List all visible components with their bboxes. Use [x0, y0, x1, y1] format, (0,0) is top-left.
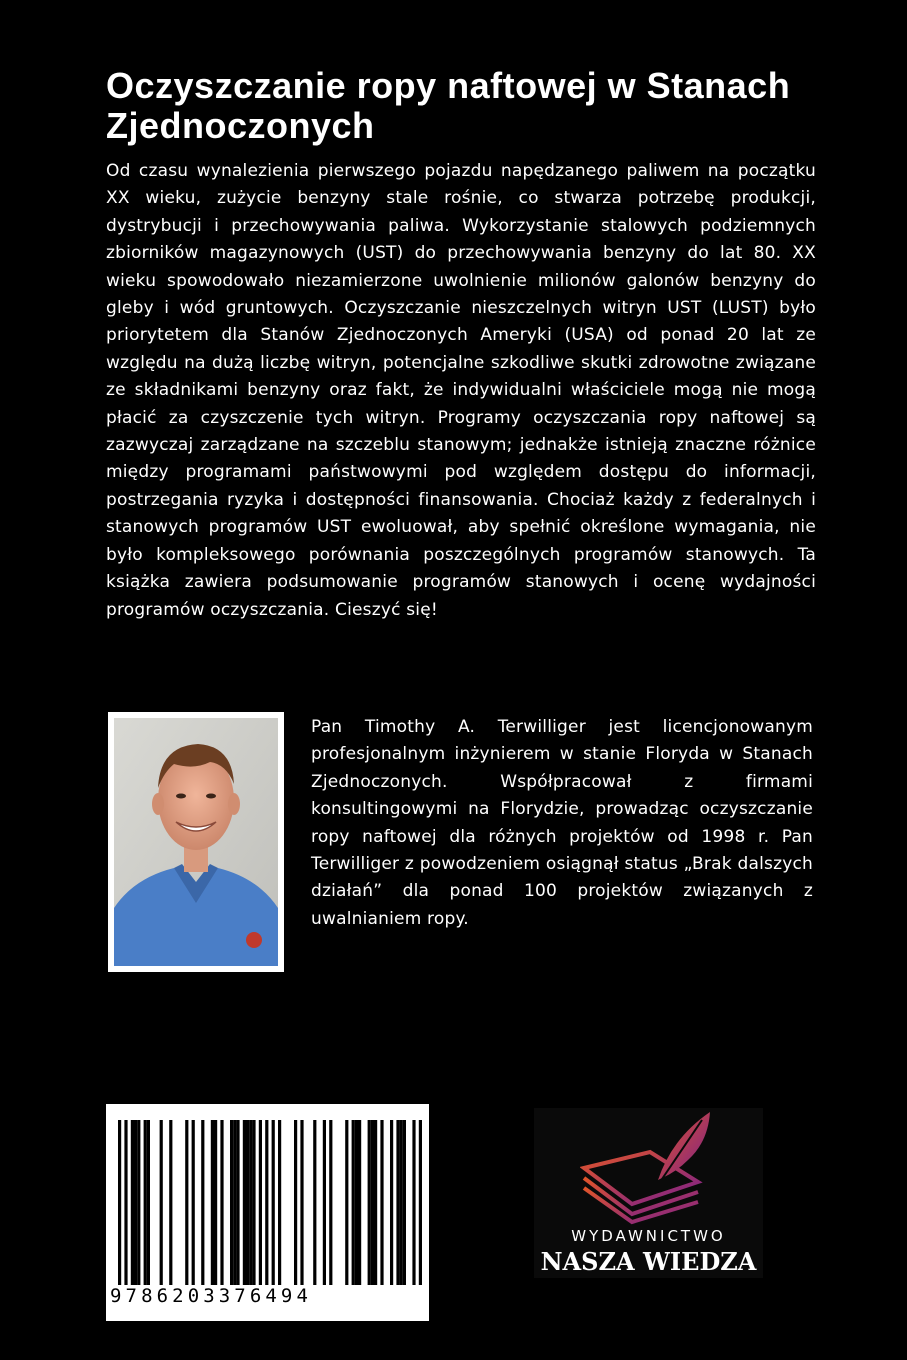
- book-quill-icon: [580, 1108, 720, 1226]
- barcode-bar: [214, 1120, 217, 1290]
- barcode-bar: [380, 1120, 383, 1290]
- barcode-bar: [390, 1120, 393, 1290]
- barcode-bar: [419, 1120, 422, 1298]
- publisher-name-bottom: NASZA WIEDZA: [540, 1247, 757, 1276]
- barcode-bar: [236, 1120, 239, 1290]
- barcode-bar: [368, 1120, 371, 1290]
- barcode-bar: [278, 1120, 281, 1290]
- book-title: Oczyszczanie ropy naftowej w Stanach Zjednoczonych: [106, 65, 791, 146]
- barcode-bar: [118, 1120, 121, 1298]
- barcode-bar: [246, 1120, 249, 1290]
- barcode-bar: [412, 1120, 415, 1298]
- barcode-bar: [329, 1120, 332, 1290]
- publisher-name-top: WYDAWNICTWO: [571, 1227, 726, 1245]
- barcode-bar: [323, 1120, 326, 1290]
- barcode-bar: [134, 1120, 137, 1290]
- barcode-bar: [259, 1120, 262, 1290]
- barcode-bar: [249, 1120, 252, 1290]
- barcode-bar: [313, 1120, 316, 1290]
- barcode-bar: [252, 1120, 255, 1290]
- barcode-bar: [144, 1120, 147, 1290]
- barcode-bar: [243, 1120, 246, 1290]
- barcode-bar: [352, 1120, 355, 1290]
- barcode-bar: [160, 1120, 163, 1290]
- isbn-barcode: [106, 1104, 429, 1321]
- isbn-number: 9786203376494: [108, 1285, 428, 1307]
- author-bio: Pan Timothy A. Terwilliger jest licencjonowanym profesjonalnym inżynierem w stanie Floryda w Stanach Zjednoczonych. Współpracował z firmami konsultingowymi na Florydzie, prowadząc oczyszczanie ropy naftowej dla różnych projektów od 1998 r. Pan Terwilliger z powodzeniem osiągnął status „Brak dalszych działań” dla ponad 100 projektów związanych z uwalnianiem ropy.: [311, 717, 813, 929]
- barcode-bar: [233, 1120, 236, 1290]
- barcode-bar: [192, 1120, 195, 1290]
- publisher-logo: [534, 1108, 763, 1278]
- barcode-bar: [403, 1120, 406, 1290]
- barcode-bar: [124, 1120, 127, 1298]
- barcode-bar: [147, 1120, 150, 1290]
- barcode-bar: [300, 1120, 303, 1290]
- barcode-bar: [265, 1120, 268, 1298]
- barcode-bar: [294, 1120, 297, 1290]
- barcode-bar: [169, 1120, 172, 1290]
- author-photo: [114, 718, 278, 966]
- book-description: Od czasu wynalezienia pierwszego pojazdu napędzanego paliwem na początku XX wieku, zużycie benzyny stale rośnie, co stwarza potrzebę produkcji, dystrybucji i przechowywania paliwa. Wykorzystanie stalowych podziemnych zbiorników magazynowych (UST) do przechowywania benzyny do lat 80. XX wieku spowodowało niezamierzone uwolnienie milionów galonów benzyny do gleby i wód gruntowych. Oczyszczanie nieszczelnych witryn UST (LUST) było priorytetem dla Stanów Zjednoczonych Ameryki (USA) od ponad 20 lat ze względu na dużą liczbę witryn, potencjalne szkodliwe skutki zdrowotne związane ze składnikami benzyny oraz fakt, że indywidualni właściciele mogą nie mogą płacić za czyszczenie tych witryn. Programy oczyszczania ropy naftowej są zazwyczaj zarządzane na szczeblu stanowym; jednakże istnieją znaczne różnice między programami państwowymi pod względem dostępu do informacji, postrzegania ryzyka i dostępności finansowania. Chociaż każdy z federalnych i stanowych programów UST ewoluował, aby spełnić określone wymagania, nie było kompleksowego porównania poszczególnych programów stanowych. Ta książka zawiera podsumowanie programów stanowych i ocenę wydajności programów oczyszczania. Cieszyć się!: [106, 161, 816, 620]
- barcode-bar: [220, 1120, 223, 1290]
- barcode-bar: [358, 1120, 361, 1290]
- barcode-bar: [400, 1120, 403, 1290]
- barcode-bar: [230, 1120, 233, 1290]
- barcode-bar: [371, 1120, 374, 1290]
- barcode-bar: [201, 1120, 204, 1290]
- barcode-bar: [345, 1120, 348, 1290]
- barcode-bar: [355, 1120, 358, 1290]
- barcode-bar: [211, 1120, 214, 1290]
- barcode-bar: [185, 1120, 188, 1290]
- barcode-bar: [272, 1120, 275, 1298]
- barcode-bar: [374, 1120, 377, 1290]
- barcode-bar: [396, 1120, 399, 1290]
- barcode-bar: [137, 1120, 140, 1290]
- author-photo-frame: [108, 712, 284, 972]
- barcode-bar: [131, 1120, 134, 1290]
